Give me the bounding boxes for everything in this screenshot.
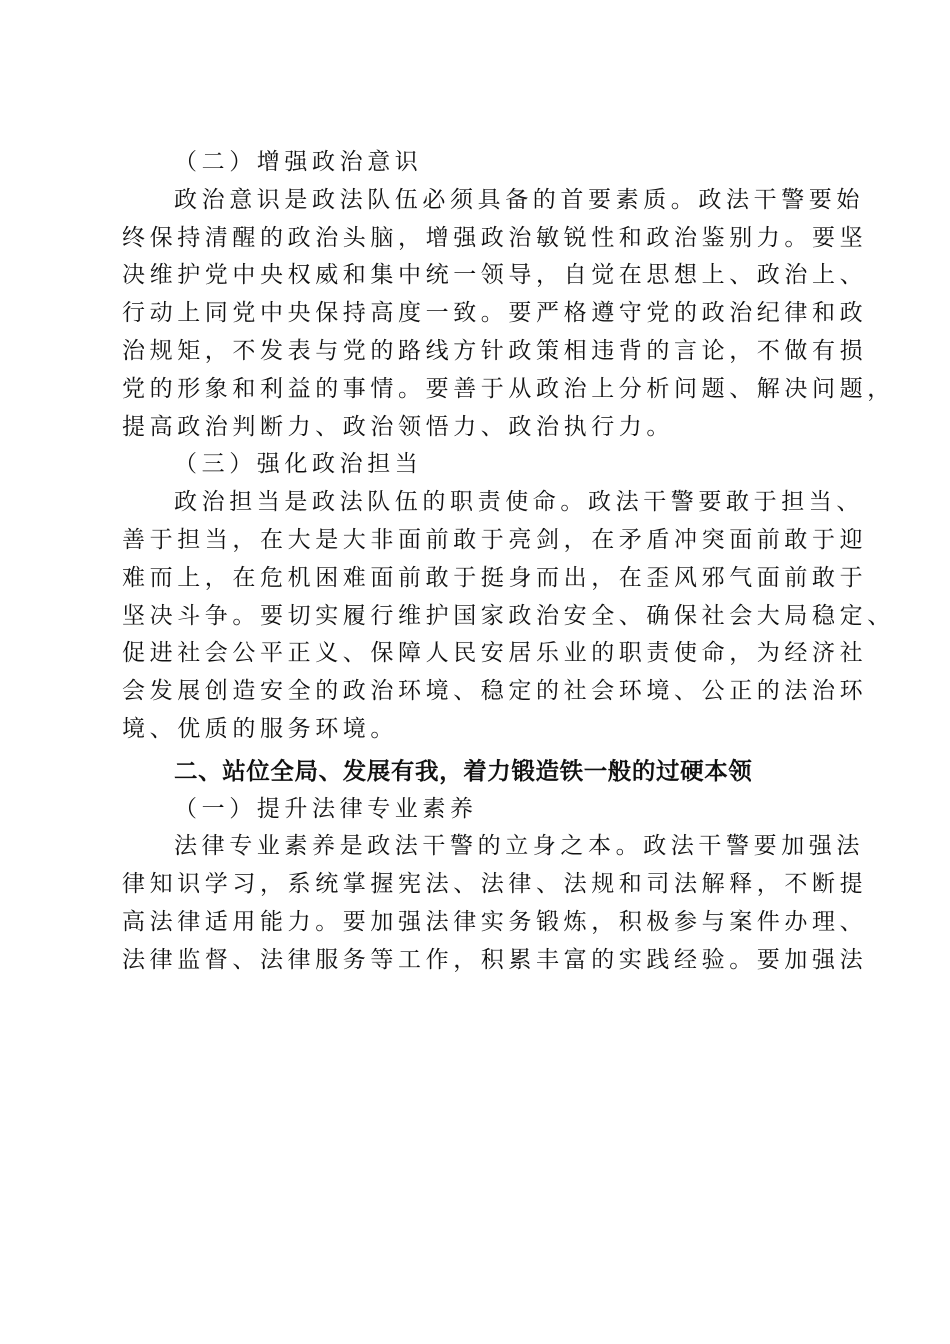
paragraph-line: 提高政治判断力、政治领悟力、政治执行力。 <box>122 413 674 440</box>
paragraph-line: 党的形象和利益的事情。要善于从政治上分析问题、解决问题， <box>122 375 895 402</box>
paragraph-line: 律知识学习，系统掌握宪法、法律、法规和司法解释，不断提 <box>122 871 868 898</box>
paragraph-line: 治规矩，不发表与党的路线方针政策相违背的言论，不做有损 <box>122 337 868 364</box>
paragraph-line: 坚决斗争。要切实履行维护国家政治安全、确保社会大局稳定、 <box>122 602 895 629</box>
paragraph-line: 促进社会公平正义、保障人民安居乐业的职责使命，为经济社 <box>122 640 868 667</box>
paragraph-legal-expertise <box>122 828 868 979</box>
document-page <box>122 144 895 980</box>
paragraph-political-responsibility <box>122 484 895 749</box>
paragraph-line: 法律专业素养是政法干警的立身之本。政法干警要加强法 <box>174 833 864 860</box>
section-heading-two: 二、站位全局、发展有我，着力锻造铁一般的过硬本领 <box>174 756 753 785</box>
paragraph-line: 行动上同党中央保持高度一致。要严格遵守党的政治纪律和政 <box>122 300 868 327</box>
paragraph-line: 难而上，在危机困难面前敢于挺身而出，在歪风邪气面前敢于 <box>122 564 868 591</box>
subheading-strengthen-political-awareness: （二）增强政治意识 <box>174 149 423 175</box>
subheading-reinforce-political-responsibility: （三）强化政治担当 <box>174 451 423 478</box>
paragraph-line: 善于担当，在大是大非面前敢于亮剑，在矛盾冲突面前敢于迎 <box>122 526 868 553</box>
subheading-improve-legal-expertise: （一）提升法律专业素养 <box>174 795 478 822</box>
paragraph-line: 法律监督、法律服务等工作，积累丰富的实践经验。要加强法 <box>122 946 868 973</box>
paragraph-political-awareness <box>122 182 895 447</box>
paragraph-line: 政治意识是政法队伍必须具备的首要素质。政法干警要始 <box>174 186 864 213</box>
paragraph-line: 高法律适用能力。要加强法律实务锻炼，积极参与案件办理、 <box>122 908 868 935</box>
paragraph-line: 终保持清醒的政治头脑，增强政治敏锐性和政治鉴别力。要坚 <box>122 224 868 251</box>
paragraph-line: 决维护党中央权威和集中统一领导，自觉在思想上、政治上、 <box>122 262 868 289</box>
paragraph-line: 政治担当是政法队伍的职责使命。政法干警要敢于担当、 <box>174 489 864 516</box>
paragraph-line: 境、优质的服务环境。 <box>122 715 398 742</box>
paragraph-line: 会发展创造安全的政治环境、稳定的社会环境、公正的法治环 <box>122 678 868 705</box>
